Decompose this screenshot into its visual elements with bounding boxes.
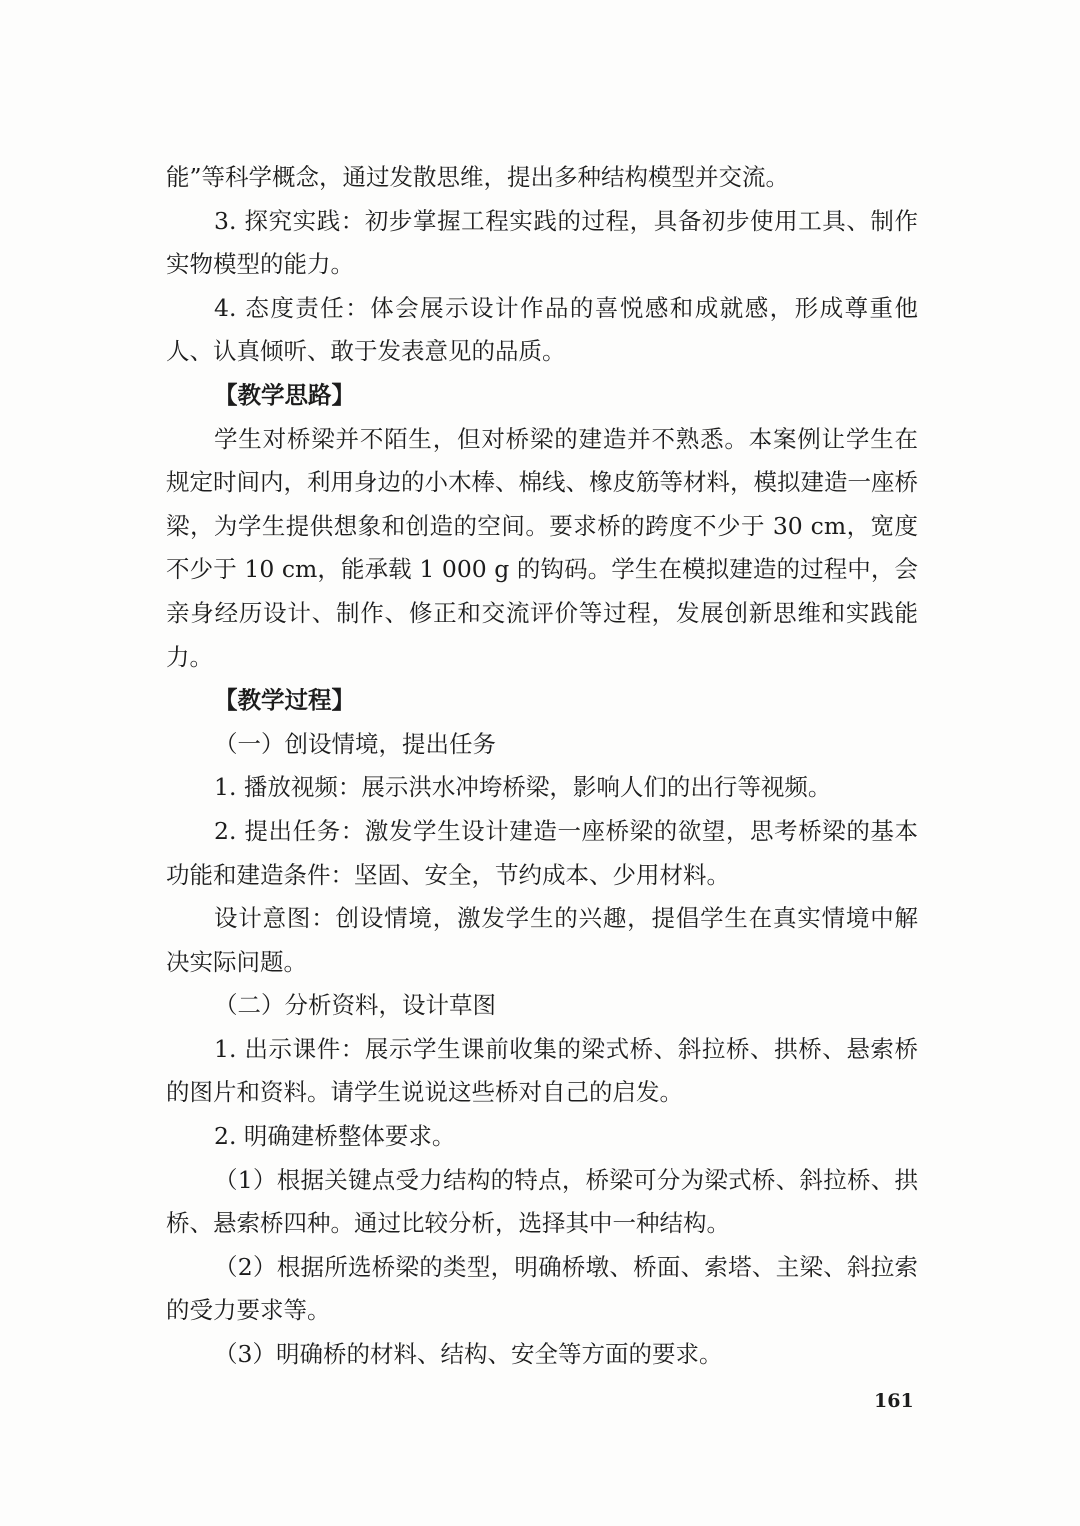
body-text <box>166 156 918 1377</box>
page-number: 161 <box>874 1390 914 1412</box>
step-bridge-requirements: 2. 明确建桥整体要求。 <box>214 1122 456 1151</box>
subsection-heading-scenario: （一）创设情境，提出任务 <box>214 729 496 758</box>
requirement-2: （2）根据所选桥梁的类型，明确桥墩、桥面、索塔、主梁、斜拉索的受力要求等。 <box>166 1252 918 1325</box>
subsection-heading-analysis: （二）分析资料，设计草图 <box>214 991 496 1020</box>
objective-attitude-responsibility: 4. 态度责任：体会展示设计作品的喜悦感和成就感，形成尊重他人、认真倾听、敢于发表意见的品质。 <box>166 293 918 366</box>
design-intent: 设计意图：创设情境，激发学生的兴趣，提倡学生在真实情境中解决实际问题。 <box>166 904 918 976</box>
objective-inquiry-practice: 3. 探究实践：初步掌握工程实践的过程，具备初步使用工具、制作实物模型的能力。 <box>166 206 918 279</box>
requirement-1: （1）根据关键点受力结构的特点，桥梁可分为梁式桥、斜拉桥、拱桥、悬索桥四种。通过比较分析，选择其中一种结构。 <box>166 1165 918 1238</box>
requirement-3: （3）明确桥的材料、结构、安全等方面的要求。 <box>214 1340 723 1369</box>
step-show-courseware: 1. 出示课件：展示学生课前收集的梁式桥、斜拉桥、拱桥、悬索桥的图片和资料。请学生说说这些桥对自己的启发。 <box>166 1034 918 1107</box>
step-propose-task: 2. 提出任务：激发学生设计建造一座桥梁的欲望，思考桥梁的基本功能和建造条件：坚固、安全，节约成本、少用材料。 <box>166 816 918 889</box>
step-play-video: 1. 播放视频：展示洪水冲垮桥梁，影响人们的出行等视频。 <box>214 773 832 802</box>
section-heading-teaching-idea: 【教学思路】 <box>214 380 355 409</box>
teaching-idea-paragraph: 学生对桥梁并不陌生，但对桥梁的建造并不熟悉。本案例让学生在规定时间内，利用身边的小木棒、棉线、橡皮筋等材料，模拟建造一座桥梁，为学生提供想象和创造的空间。要求桥的跨度不少于 30 cm，宽度不少于 10 cm，能承载 1 000 g 的钩码。学生在模拟建造的过程中，会亲身经历设计、制作、修正和交流评价等过程，发展创新思维和实践能力。 <box>166 424 918 671</box>
paragraph-continuation: 能”等科学概念，通过发散思维，提出多种结构模型并交流。 <box>166 163 790 191</box>
section-heading-teaching-process: 【教学过程】 <box>214 686 355 715</box>
